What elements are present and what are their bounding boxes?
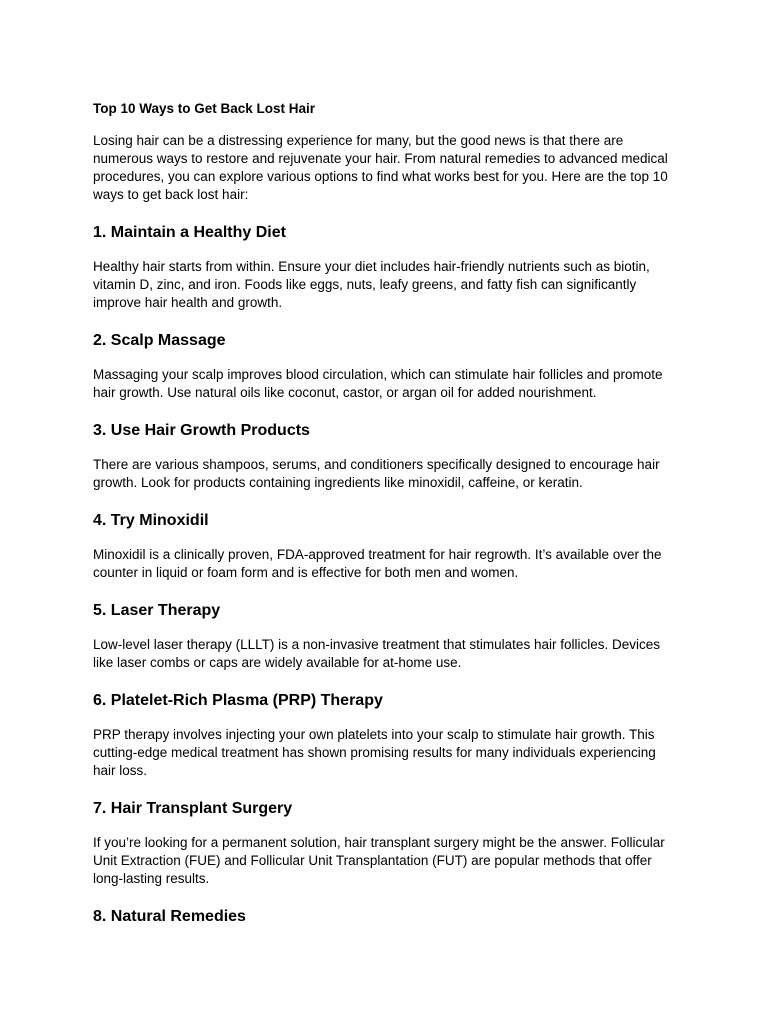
section-scalp-massage xyxy=(93,331,678,402)
section-heading: 4. Try Minoxidil xyxy=(93,512,209,529)
section-hair-transplant xyxy=(93,799,678,888)
section-minoxidil xyxy=(93,511,678,582)
section-heading: 3. Use Hair Growth Products xyxy=(93,422,310,439)
section-body: Massaging your scalp improves blood circulation, which can stimulate hair follicles and promote hair growth. Use natural oils like coconut, castor, or argan oil for added nourishment. xyxy=(93,367,663,400)
section-body: Minoxidil is a clinically proven, FDA-approved treatment for hair regrowth. It’s available over the counter in liquid or foam form and is effective for both men and women. xyxy=(93,547,662,580)
section-body: Healthy hair starts from within. Ensure your diet includes hair-friendly nutrients such as biotin, vitamin D, zinc, and iron. Foods like eggs, nuts, leafy greens, and fatty fish can significantly improve hair health and growth. xyxy=(93,259,650,310)
section-heading: 6. Platelet-Rich Plasma (PRP) Therapy xyxy=(93,692,383,709)
section-natural-remedies xyxy=(93,907,678,927)
section-body: If you’re looking for a permanent solution, hair transplant surgery might be the answer. Follicular Unit Extraction (FUE) and Follicular Unit Transplantation (FUT) are popular methods that offer long-lasting results. xyxy=(93,835,665,886)
section-heading: 1. Maintain a Healthy Diet xyxy=(93,224,286,241)
section-body: Low-level laser therapy (LLLT) is a non-invasive treatment that stimulates hair follicles. Devices like laser combs or caps are widely available for at-home use. xyxy=(93,637,660,670)
section-hair-growth-products xyxy=(93,421,678,492)
section-heading: 5. Laser Therapy xyxy=(93,602,221,619)
intro-paragraph: Losing hair can be a distressing experience for many, but the good news is that there are numerous ways to restore and rejuvenate your hair. From natural remedies to advanced medical procedures, you can explore various options to find what works best for you. Here are the top 10 ways to get back lost hair: xyxy=(93,133,668,202)
section-body: PRP therapy involves injecting your own platelets into your scalp to stimulate hair growth. This cutting-edge medical treatment has shown promising results for many individuals experiencing hair loss. xyxy=(93,727,656,778)
section-prp-therapy xyxy=(93,691,678,780)
section-heading: 2. Scalp Massage xyxy=(93,332,226,349)
section-healthy-diet xyxy=(93,223,678,312)
document-title: Top 10 Ways to Get Back Lost Hair xyxy=(93,101,316,116)
section-heading: 8. Natural Remedies xyxy=(93,908,246,925)
section-laser-therapy xyxy=(93,601,678,672)
section-heading: 7. Hair Transplant Surgery xyxy=(93,800,293,817)
document-page xyxy=(93,100,678,942)
section-body: There are various shampoos, serums, and conditioners specifically designed to encourage hair growth. Look for products containing ingredients like minoxidil, caffeine, or keratin. xyxy=(93,457,660,490)
